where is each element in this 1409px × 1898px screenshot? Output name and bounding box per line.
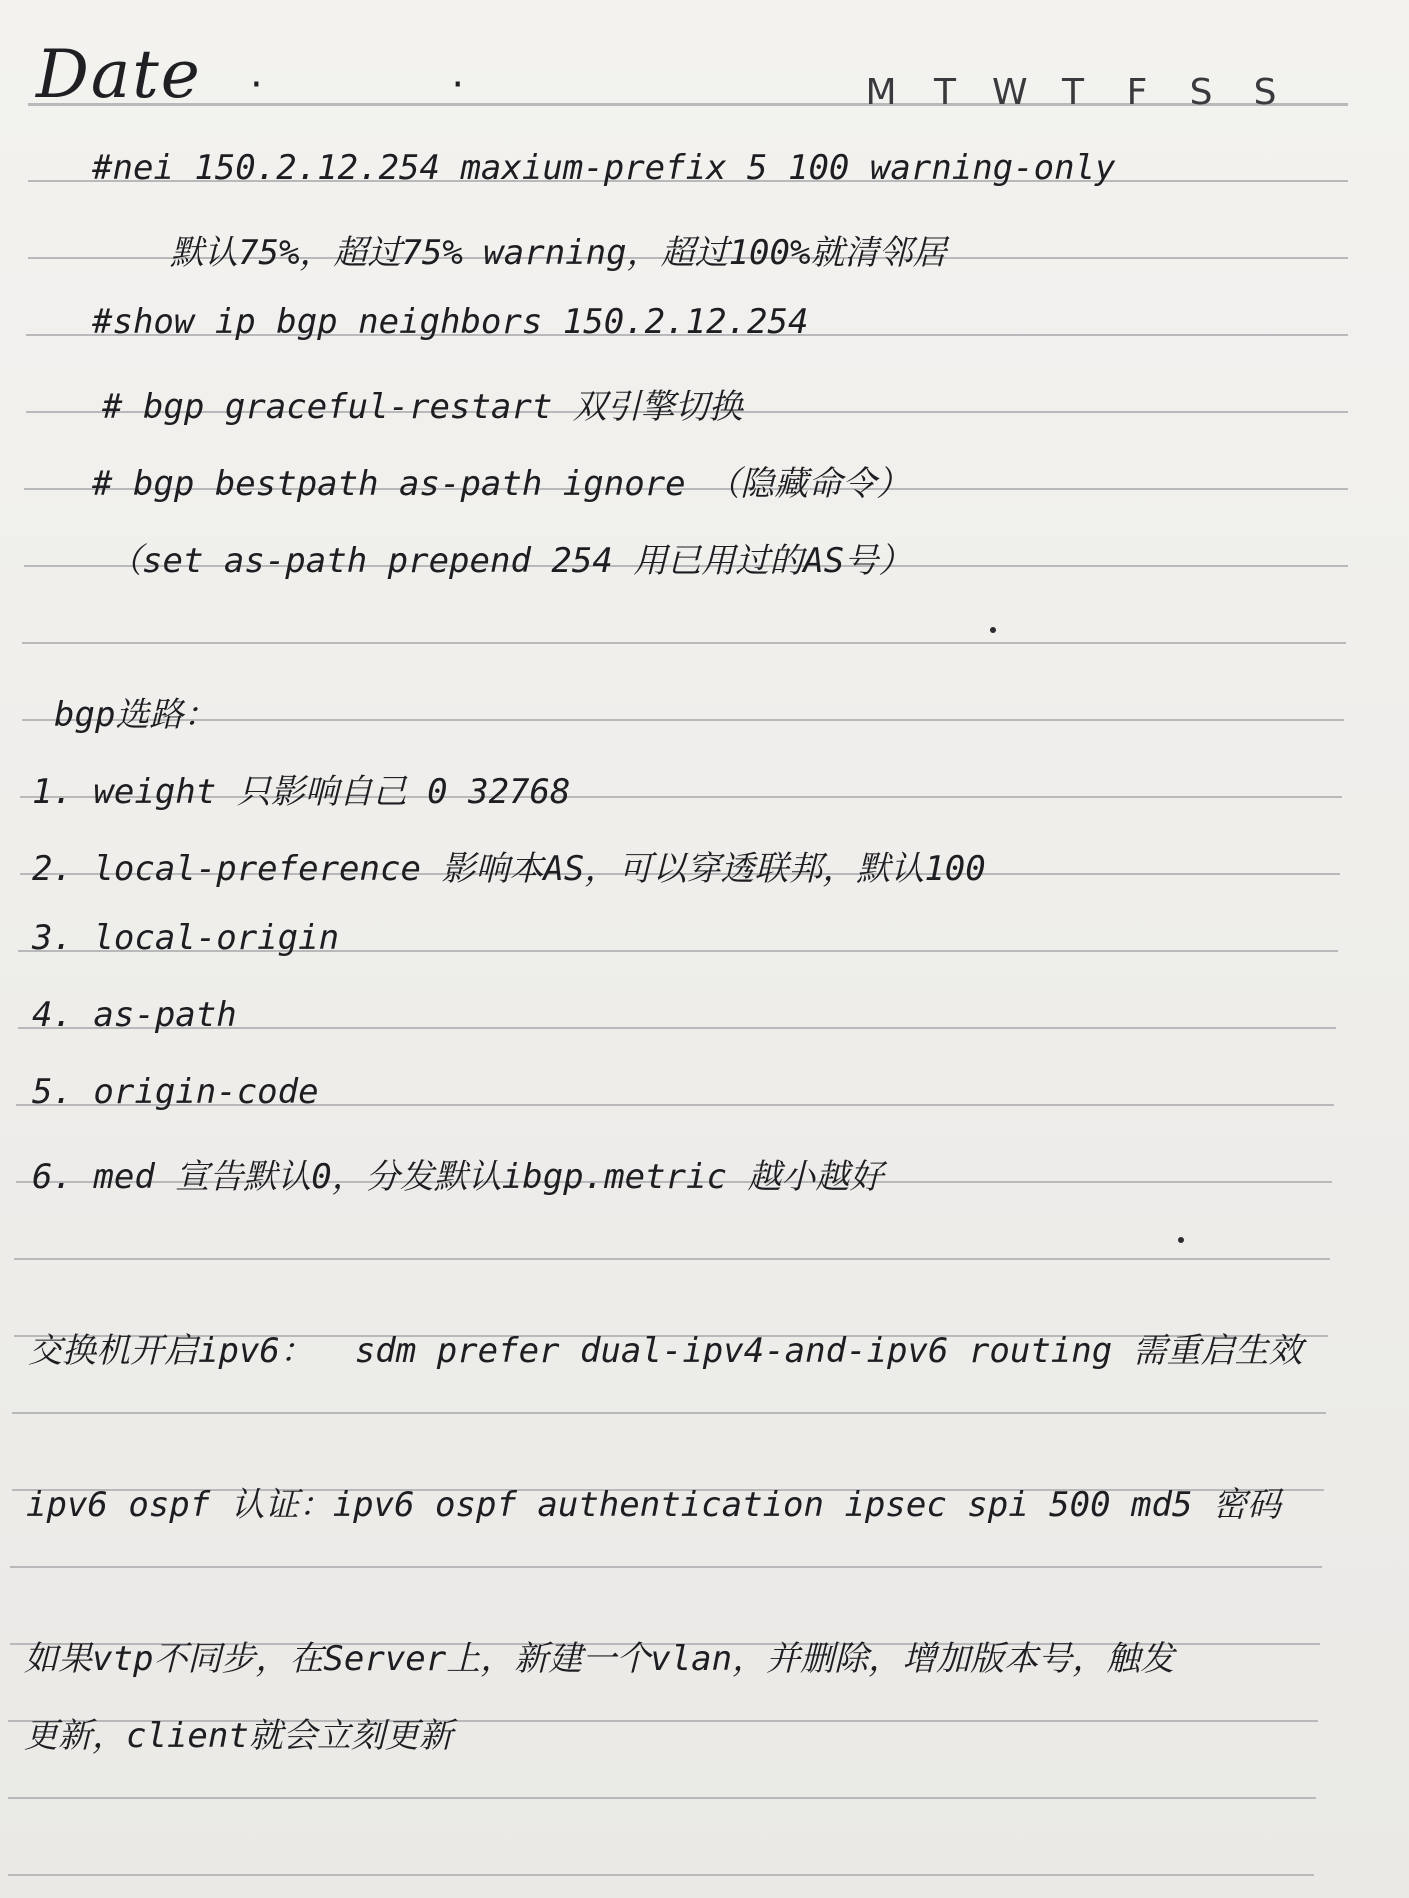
weekday-tue: T xyxy=(934,72,956,113)
note-line-1: #nei 150.2.12.254 maxium-prefix 5 100 warning-only xyxy=(92,148,1116,188)
weekday-row xyxy=(864,72,1282,113)
note-line-4: # bgp graceful-restart 双引擎切换 xyxy=(102,387,743,427)
note-line-16: 如果vtp不同步，在Server上，新建一个vlan，并删除，增加版本号，触发 xyxy=(24,1639,1175,1679)
weekday-thu: T xyxy=(1062,72,1084,113)
note-line-9: 2. local-preference 影响本AS，可以穿透联邦，默认100 xyxy=(32,849,986,889)
note-line-5: # bgp bestpath as-path ignore （隐藏命令） xyxy=(92,464,911,504)
ink-dot xyxy=(1178,1237,1184,1243)
note-line-14: 交换机开启ipv6： sdm prefer dual-ipv4-and-ipv6 routing 需重启生效 xyxy=(28,1331,1303,1371)
ruled-line xyxy=(10,1566,1322,1568)
note-line-11: 4. as-path xyxy=(32,995,237,1035)
weekday-wed: W xyxy=(992,72,1028,113)
note-line-3: #show ip bgp neighbors 150.2.12.254 xyxy=(92,302,809,342)
note-line-2: 默认75%，超过75% warning，超过100%就清邻居 xyxy=(170,233,947,273)
ruled-line xyxy=(22,642,1346,644)
weekday-mon: M xyxy=(865,72,897,113)
date-label: Date xyxy=(36,36,202,113)
ink-dot xyxy=(990,627,996,633)
ruled-line xyxy=(8,1874,1314,1876)
weekday-sun: S xyxy=(1253,72,1277,113)
ruled-line xyxy=(8,1797,1316,1799)
note-line-13: 6. med 宣告默认0，分发默认ibgp.metric 越小越好 xyxy=(32,1157,884,1197)
note-line-15: ipv6 ospf 认证：ipv6 ospf authentication ipsec spi 500 md5 密码 xyxy=(26,1485,1281,1525)
ruled-line xyxy=(14,1258,1330,1260)
note-line-12: 5. origin-code xyxy=(32,1072,319,1112)
weekday-fri: F xyxy=(1126,72,1148,113)
section-title-bgp: bgp选路： xyxy=(54,695,218,735)
note-line-6: （set as-path prepend 254 用已用过的AS号） xyxy=(108,541,913,581)
note-line-17: 更新，client就会立刻更新 xyxy=(24,1716,453,1756)
note-line-8: 1. weight 只影响自己 0 32768 xyxy=(32,772,571,812)
weekday-sat: S xyxy=(1189,72,1213,113)
date-dots: · · xyxy=(250,62,553,108)
ruled-line xyxy=(22,719,1344,721)
note-line-10: 3. local-origin xyxy=(32,918,340,958)
ruled-line xyxy=(12,1412,1326,1414)
